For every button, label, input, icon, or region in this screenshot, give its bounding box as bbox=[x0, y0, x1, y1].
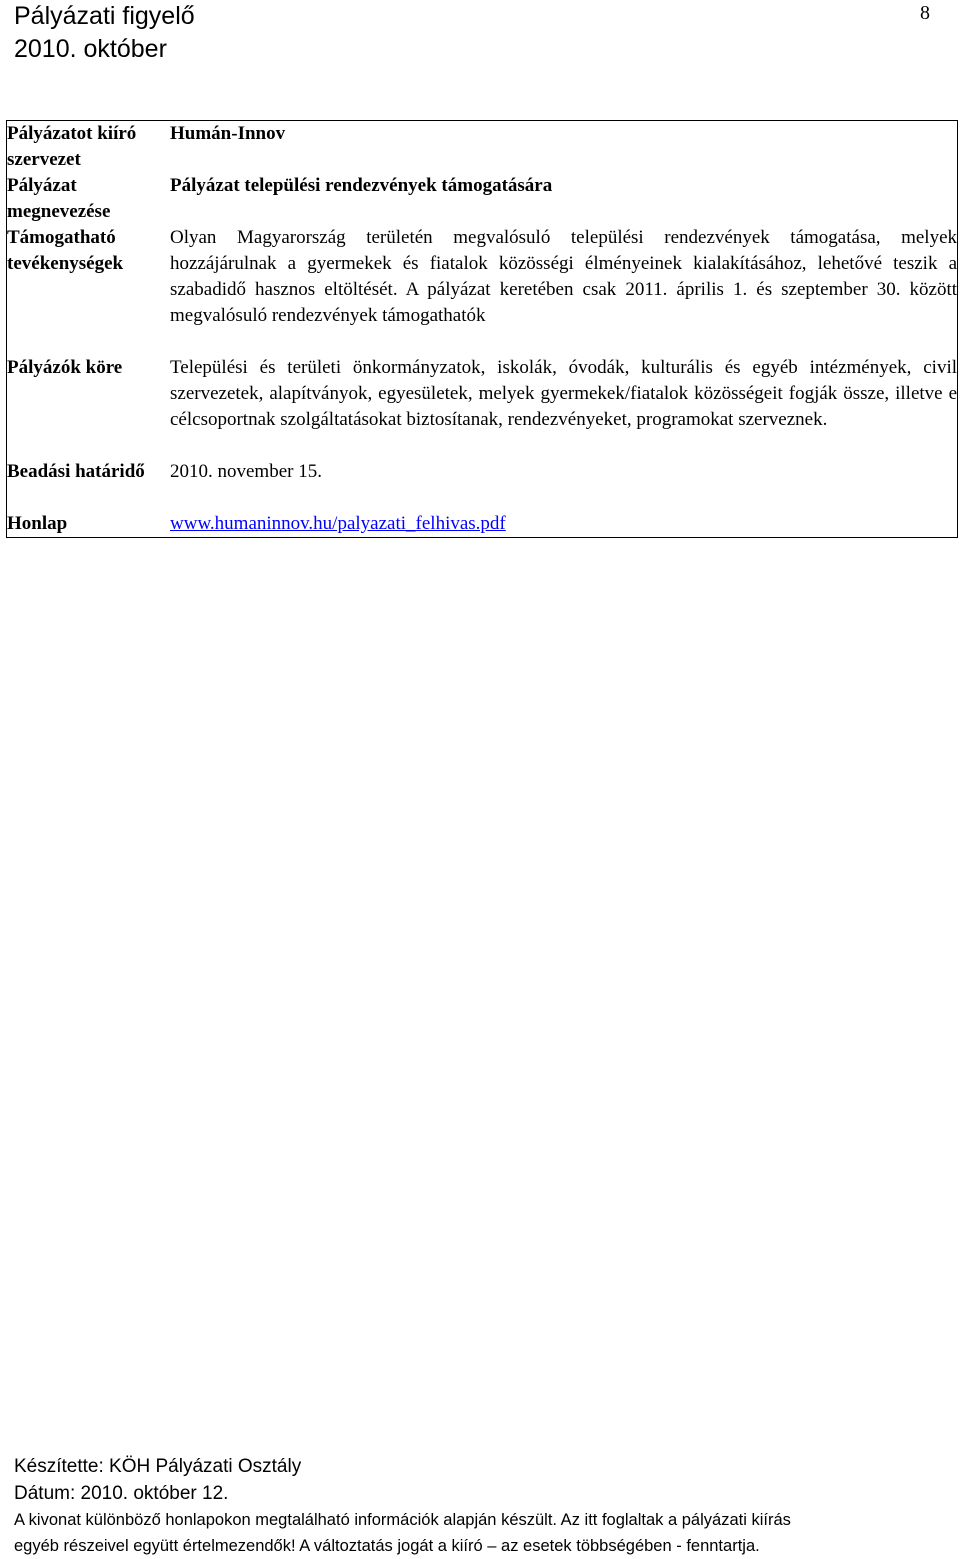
row-label-activities: Támogatható tevékenységek bbox=[7, 227, 124, 274]
footer-date: Dátum: 2010. október 12. bbox=[14, 1483, 229, 1504]
table-row bbox=[7, 511, 958, 538]
document-header bbox=[14, 0, 195, 66]
website-link[interactable]: www.humaninnov.hu/palyazati_felhivas.pdf bbox=[170, 513, 506, 534]
footer-disclaimer-line1: A kivonat különböző honlapokon megtalálható információk alapján készült. Az itt foglaltak a pályázati kiírás bbox=[14, 1511, 791, 1529]
row-value-activities: Olyan Magyarország területén megvalósuló települési rendezvények támogatása, melyek hozzájárulnak a gyermekek és fiatalok közösségi élményeinek kialakításához, lehetővé teszik a szabadidő hasznos eltöltését. A pályázat keretében csak 2011. április 1. és szeptember 30. között megvalósuló rendezvények támogathatók bbox=[170, 227, 957, 326]
footer-author: Készítette: KÖH Pályázati Osztály bbox=[14, 1456, 302, 1477]
header-title: Pályázati figyelő bbox=[14, 2, 195, 30]
row-label-deadline: Beadási határidő bbox=[7, 461, 145, 482]
row-value-grant-name: Pályázat települési rendezvények támogatására bbox=[170, 175, 553, 196]
row-label-grant-name: Pályázat megnevezése bbox=[7, 175, 111, 222]
page-number: 8 bbox=[920, 2, 930, 24]
document-footer bbox=[14, 1453, 944, 1559]
header-date: 2010. október bbox=[14, 35, 167, 63]
row-label-organizer: Pályázatot kiíró szervezet bbox=[7, 123, 137, 170]
row-value-applicants: Települési és területi önkormányzatok, iskolák, óvodák, kulturális és egyéb intézmények, civil szervezetek, alapítványok, egyesületek, melyek gyermekek/fiatalok közösségeit fogják össze, illetve e célcsoportnak szolgáltatásokat biztosítanak, rendezvényeket, programokat szerveznek. bbox=[170, 357, 957, 430]
table-row bbox=[7, 459, 958, 511]
row-value-organizer: Humán-Innov bbox=[170, 123, 286, 144]
row-value-website bbox=[170, 511, 958, 538]
row-value-deadline: 2010. november 15. bbox=[170, 461, 322, 482]
grant-info-table bbox=[6, 120, 958, 538]
table-row bbox=[7, 225, 958, 355]
footer-disclaimer-line2: egyéb részeivel együtt értelmezendők! A változtatás jogát a kiíró – az esetek többségében - fenntartja. bbox=[14, 1537, 760, 1555]
table-row bbox=[7, 121, 958, 174]
table-row bbox=[7, 355, 958, 459]
row-label-website: Honlap bbox=[7, 513, 68, 534]
table-row bbox=[7, 173, 958, 225]
row-label-applicants: Pályázók köre bbox=[7, 357, 123, 378]
